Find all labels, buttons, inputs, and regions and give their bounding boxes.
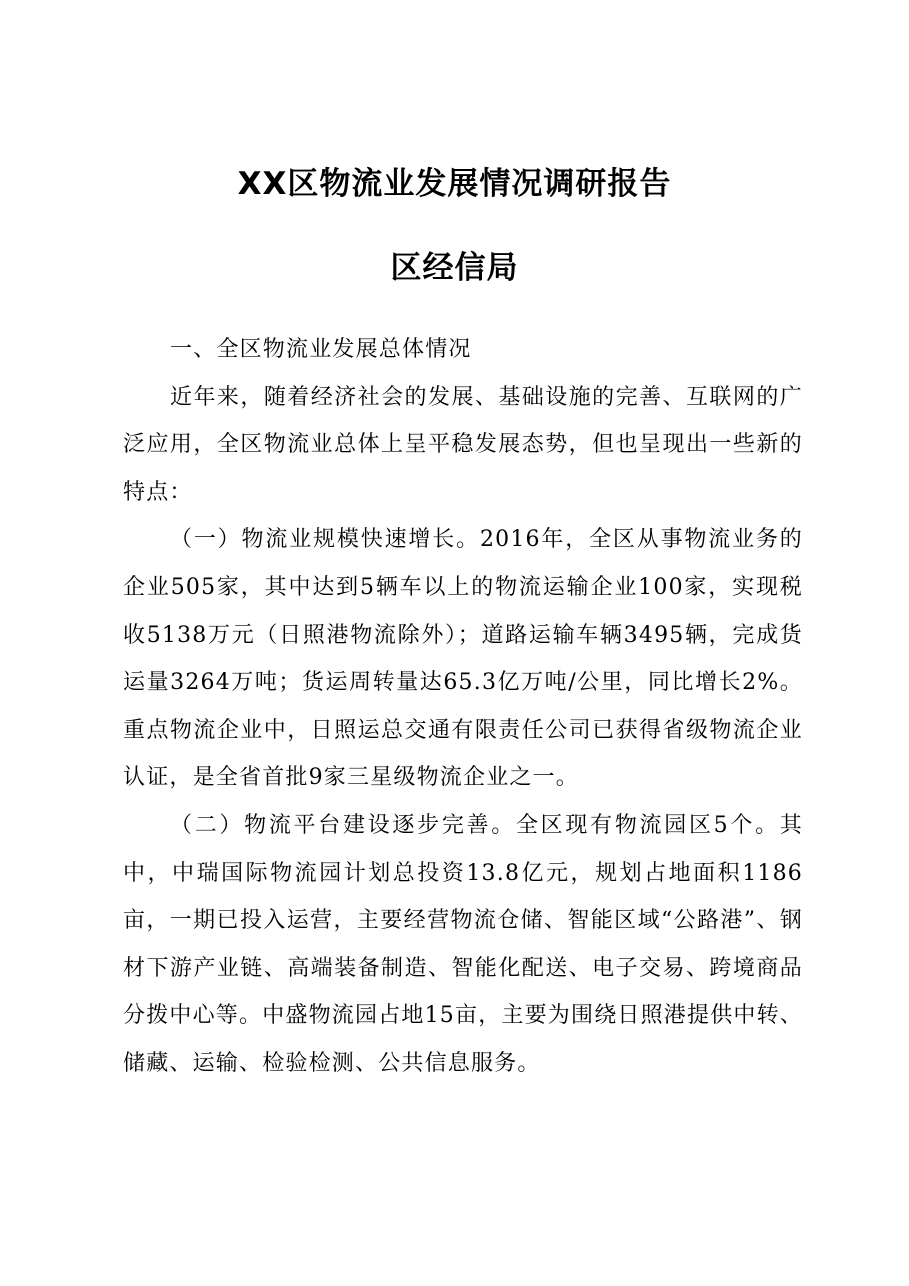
document-body xyxy=(123,326,803,1088)
paragraph: 近年来，随着经济社会的发展、基础设施的完善、互联网的广泛应用，全区物流业总体上呈平稳发展态势，但也呈现出一些新的特点： xyxy=(123,384,803,505)
document-title: XX区物流业发展情况调研报告 xyxy=(237,166,672,202)
section-heading: 一、全区物流业发展总体情况 xyxy=(170,337,472,362)
document-subtitle: 区经信局 xyxy=(390,250,519,286)
paragraph: （一）物流业规模快速增长。2016年，全区从事物流业务的企业505家，其中达到5辆车以上的物流运输企业100家，实现税收5138万元（日照港物流除外）；道路运输车辆3495辆，完成货运量3264万吨；货运周转量达65.3亿万吨/公里，同比增长2%。重点物流企业中，日照运总交通有限责任公司已获得省级物流企业认证，是全省首批9家三星级物流企业之一。 xyxy=(123,527,803,791)
paragraph: （二）物流平台建设逐步完善。全区现有物流园区5个。其中，中瑞国际物流园计划总投资13.8亿元，规划占地面积1186亩，一期已投入运营，主要经营物流仓储、智能区域“公路港”、钢材下游产业链、高端装备制造、智能化配送、电子交易、跨境商品分拨中心等。中盛物流园占地15亩，主要为围绕日照港提供中转、储藏、运输、检验检测、公共信息服务。 xyxy=(123,812,803,1076)
